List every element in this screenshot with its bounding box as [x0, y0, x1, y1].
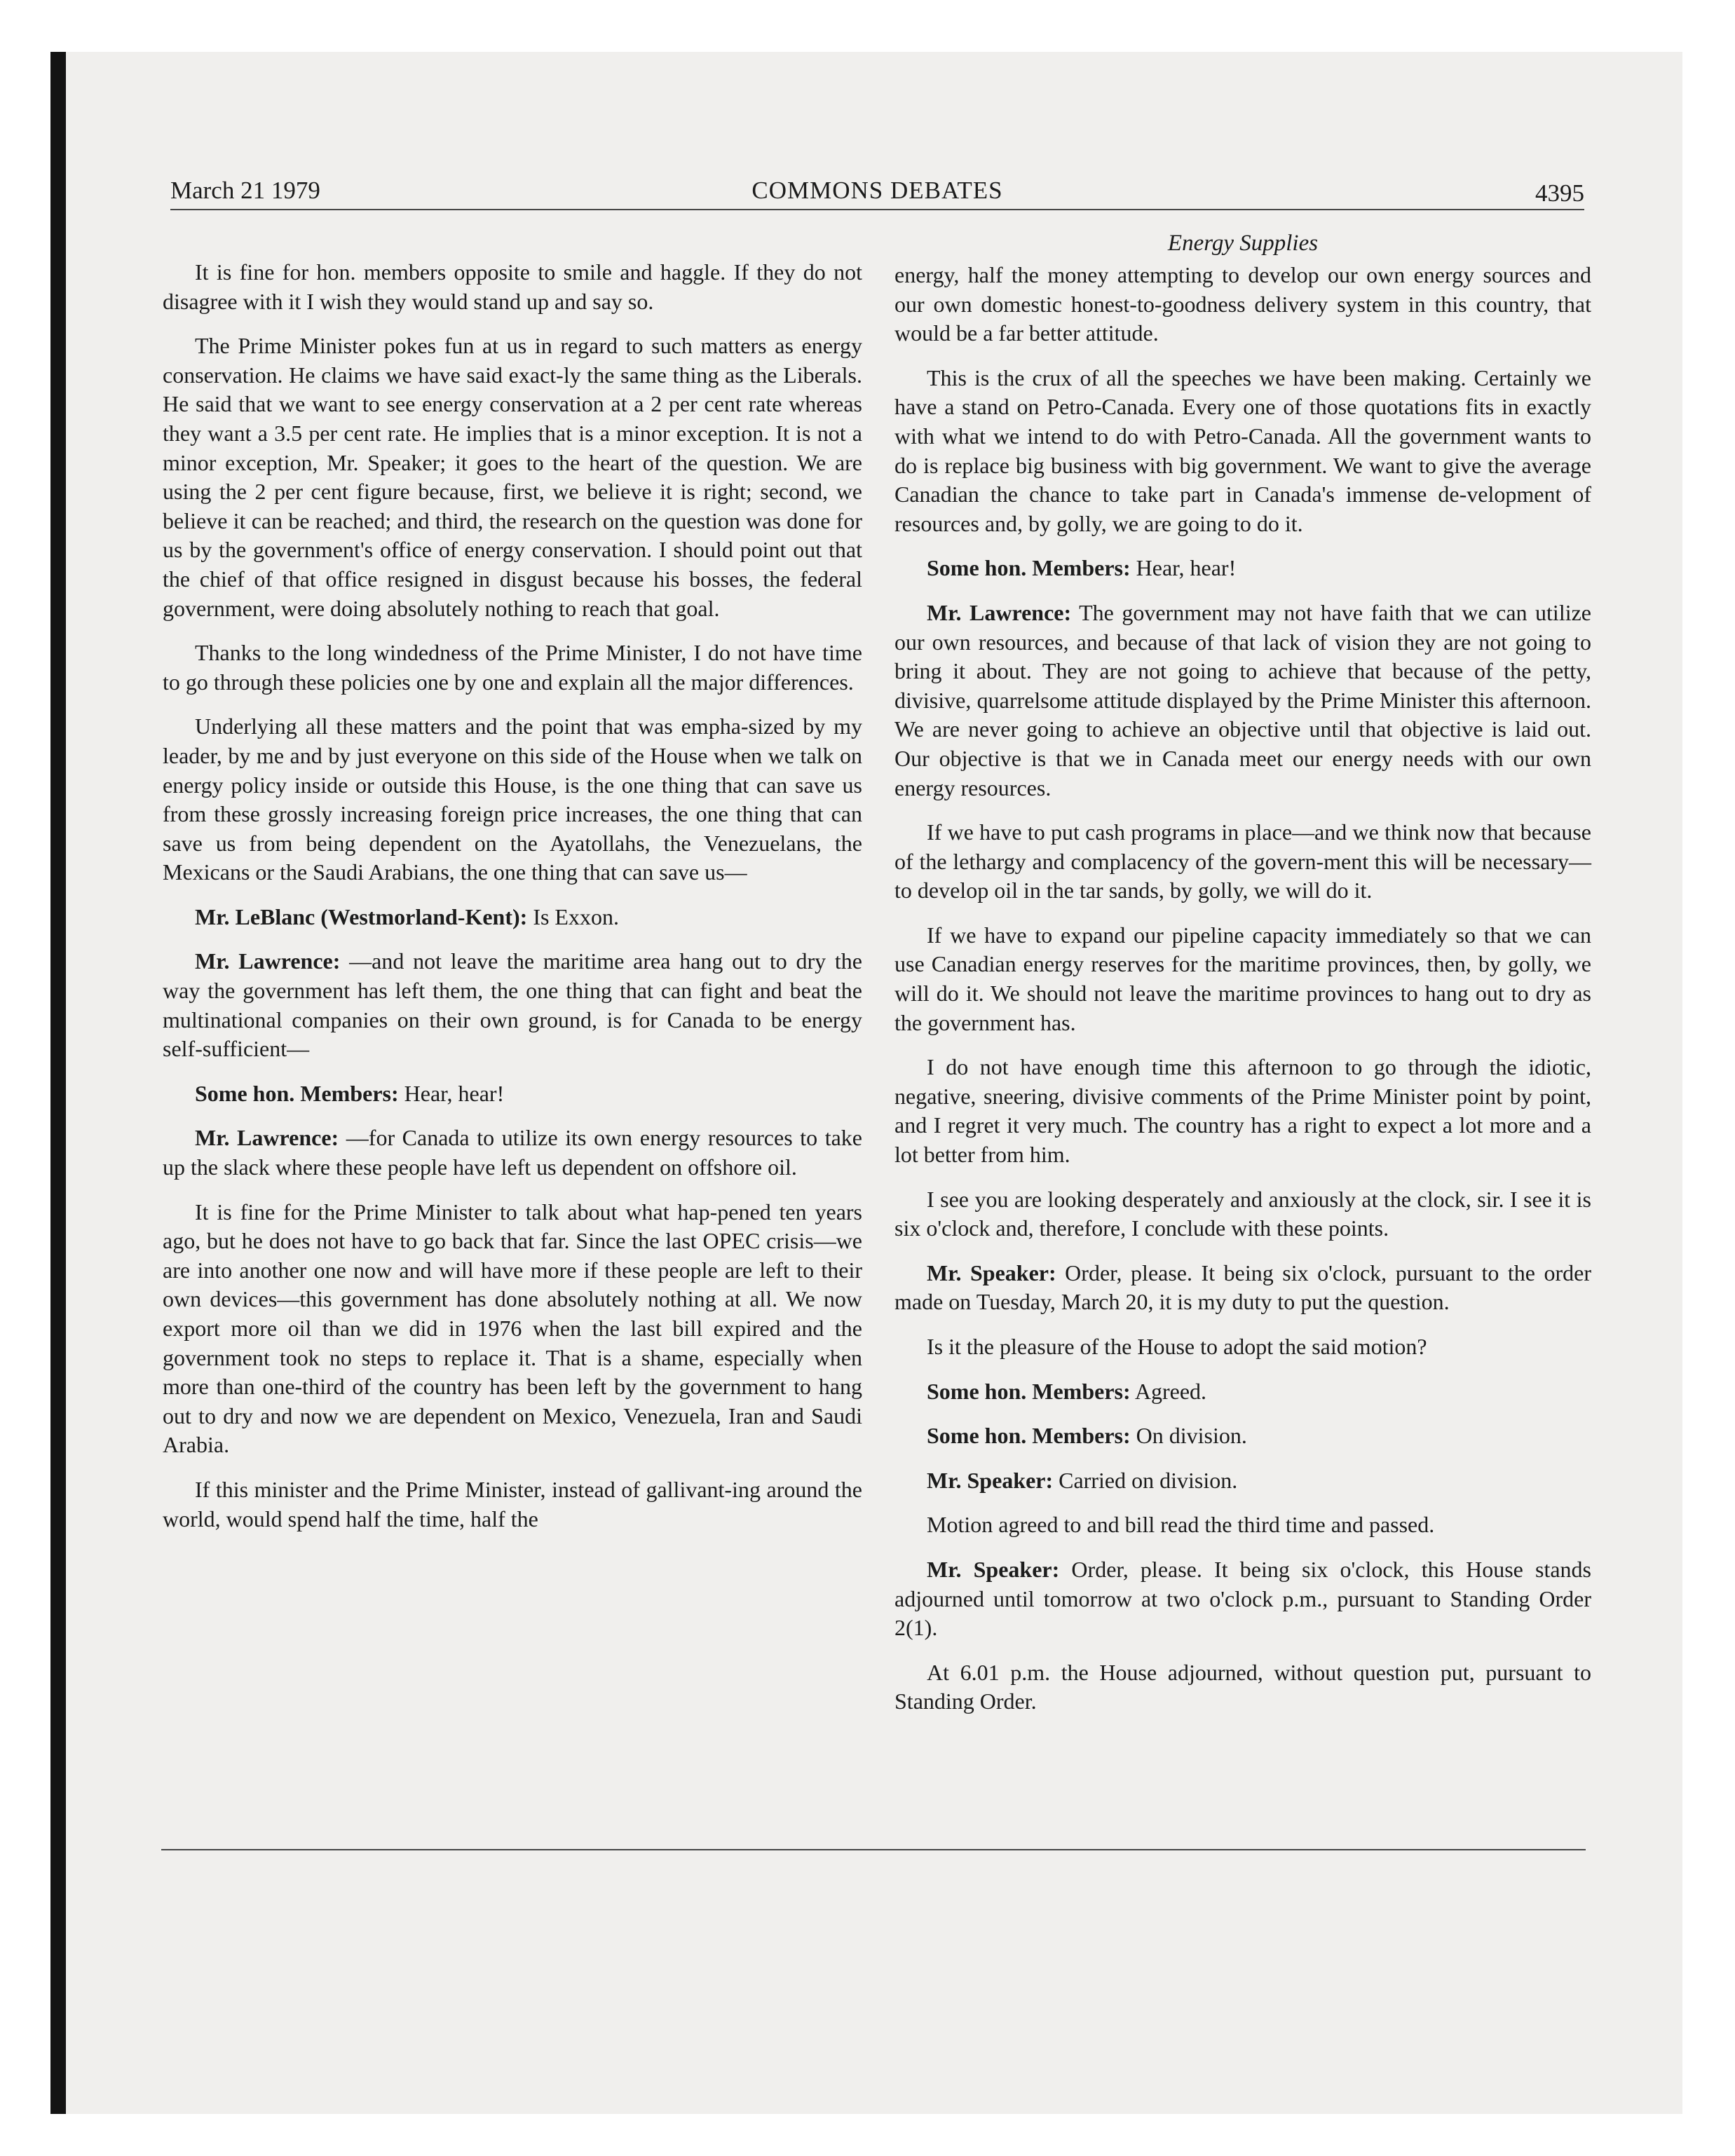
- speaker-name: Some hon. Members:: [927, 555, 1131, 581]
- paragraph: It is fine for the Prime Minister to talk about what hap-pened ten years ago, but he does not have to go back that far. Since the last OPEC crisis—we are into another one now and will have more if these people are left to their own devices—this government has done absolutely nothing at all. We now export more oil than we did in 1976 when the last bill expired and the government took no steps to replace it. That is a shame, especially when more than one-third of the country has been left by the government to hang out to dry and now we are dependent on Mexico, Venezuela, Iran and Saudi Arabia.: [163, 1199, 862, 1458]
- speaker-name: Some hon. Members:: [927, 1378, 1131, 1404]
- speaker-name: Mr. Speaker:: [927, 1467, 1054, 1493]
- paragraph: This is the crux of all the speeches we have been making. Certainly we have a stand on Petro-Canada. Every one of those quotations fits in exactly with what we intend to do with Petro-Canada. All the government wants to do is replace big business with big government. We want to give the average Canadian the chance to take part in Canada's immense de-velopment of resources and, by golly, we are going to do it.: [894, 364, 1591, 536]
- speech-text: Hear, hear!: [1130, 555, 1237, 581]
- paragraph: Underlying all these matters and the point that was empha-sized by my leader, by me and by just everyone on this side of the House when we talk on energy policy inside or outside this House, is the one thing that can save us from these grossly increasing foreign price increases, the one thing that can save us from being dependent on the Ayatollahs, the Venezuelans, the Mexicans or the Saudi Arabians, the one thing that can save us—: [163, 714, 862, 885]
- paragraph: If this minister and the Prime Minister, instead of gallivant-ing around the world, would spend half the time, half the: [163, 1476, 862, 1531]
- speech-text: Agreed.: [1130, 1378, 1207, 1404]
- header-date: March 21 1979: [170, 177, 320, 204]
- header-page-number: 4395: [1535, 179, 1584, 207]
- speaker-name: Mr. Lawrence:: [927, 599, 1072, 625]
- speech-paragraph: [894, 1466, 1591, 1496]
- right-column: [894, 228, 1591, 1732]
- speech-text: Carried on division.: [1053, 1467, 1238, 1493]
- speaker-name: Mr. LeBlanc (Westmorland-Kent):: [195, 903, 528, 929]
- speech-paragraph: [894, 554, 1591, 583]
- paragraph: It is fine for hon. members opposite to smile and haggle. If they do not disagree with it I wish they would stand up and say so.: [163, 259, 862, 314]
- speech-paragraph: [163, 947, 862, 1063]
- header-rule: [170, 209, 1584, 210]
- speech-text: —for Canada to utilize its own energy resources to take up the slack where these people have left us dependent on offshore oil.: [163, 1125, 863, 1180]
- speaker-name: Some hon. Members:: [195, 1080, 399, 1106]
- paragraph: I see you are looking desperately and anxiously at the clock, sir. I see it is six o'clock and, therefore, I conclude with these points.: [894, 1186, 1591, 1241]
- paragraph: At 6.01 p.m. the House adjourned, without question put, pursuant to Standing Order.: [894, 1659, 1591, 1714]
- paragraph: If we have to expand our pipeline capacity immediately so that we can use Canadian energy reserves for the maritime provinces, then, by golly, we will do it. We should not leave the maritime provinces to hang out to dry as the government has.: [894, 922, 1591, 1035]
- speech-paragraph: [894, 1377, 1591, 1407]
- speech-text: Is Exxon.: [527, 903, 619, 929]
- paragraph: Is it the pleasure of the House to adopt the said motion?: [927, 1334, 1427, 1359]
- speech-paragraph: [894, 1421, 1591, 1451]
- page-header: [170, 172, 1584, 209]
- speech-text: Order, please. It being six o'clock, this House stands adjourned until tomorrow at two o'clock p.m., pursuant to Standing Order 2(1).: [894, 1556, 1592, 1641]
- paragraph: The Prime Minister pokes fun at us in regard to such matters as energy conservation. He claims we have said exact-ly the same thing as the Liberals. He said that we want to see energy conservation at a 2 per cent rate whereas they want a 3.5 per cent rate. He implies that is a minor exception. It is not a minor exception, Mr. Speaker; it goes to the heart of the question. We are using the 2 per cent figure because, first, we believe it is right; second, we believe it can be reached; and third, the research on the question was done for us by the government's office of energy conservation. I should point out that the chief of that office resigned in disgust because his bosses, the federal government, were doing absolutely nothing to reach that goal.: [163, 333, 862, 621]
- speech-text: Order, please. It being six o'clock, pursuant to the order made on Tuesday, March 20, it is my duty to put the question.: [894, 1260, 1592, 1315]
- paragraph: Motion agreed to and bill read the third time and passed.: [927, 1512, 1435, 1538]
- left-column: [163, 258, 862, 1549]
- speech-text: On division.: [1130, 1423, 1247, 1449]
- speech-paragraph: [163, 1079, 862, 1109]
- paragraph: Thanks to the long windedness of the Prime Minister, I do not have time to go through these policies one by one and explain all the major differences.: [163, 640, 862, 695]
- speech-paragraph: [894, 599, 1591, 803]
- paragraph: I do not have enough time this afternoon to go through the idiotic, negative, sneering, divisive comments of the Prime Minister point by point, and I regret it very much. The country has a right to expect a lot more and a lot better from him.: [894, 1054, 1591, 1168]
- speaker-name: Mr. Speaker:: [927, 1556, 1060, 1582]
- paragraph: energy, half the money attempting to develop our own energy sources and our own domestic honest-to-goodness delivery system in this country, that would be a far better attitude.: [894, 262, 1591, 346]
- speaker-name: Mr. Speaker:: [927, 1260, 1056, 1285]
- speech-paragraph: [894, 1555, 1591, 1643]
- footer-rule: [161, 1849, 1586, 1850]
- speech-paragraph: [894, 1259, 1591, 1317]
- speaker-name: Mr. Lawrence:: [195, 948, 341, 974]
- paragraph: If we have to put cash programs in place—and we think now that because of the lethargy and complacency of the govern-ment this will be necessary—to develop oil in the tar sands, by golly, we will do it.: [894, 819, 1591, 903]
- section-title: Energy Supplies: [1167, 231, 1319, 256]
- binding-edge: [50, 52, 66, 2114]
- speaker-name: Some hon. Members:: [927, 1423, 1131, 1449]
- speech-paragraph: [163, 903, 862, 932]
- speech-paragraph: [163, 1124, 862, 1182]
- header-title: COMMONS DEBATES: [751, 177, 1003, 204]
- speech-text: The government may not have faith that we can utilize our own resources, and because of that lack of vision they are not going to bring it about. They are not going to achieve that because of the petty, divisive, quarrelsome attitude displayed by the Prime Minister this afternoon. We are never going to achieve an objective until that objective is laid out. Our objective is that we in Canada meet our energy needs with our own energy resources.: [894, 599, 1591, 800]
- speaker-name: Mr. Lawrence:: [195, 1125, 339, 1151]
- speech-text: —and not leave the maritime area hang out to dry the way the government has left them, the one thing that can fight and beat the multinational companies on their own ground, is for Canada to be energy self-sufficient—: [163, 948, 862, 1062]
- speech-text: Hear, hear!: [398, 1080, 505, 1106]
